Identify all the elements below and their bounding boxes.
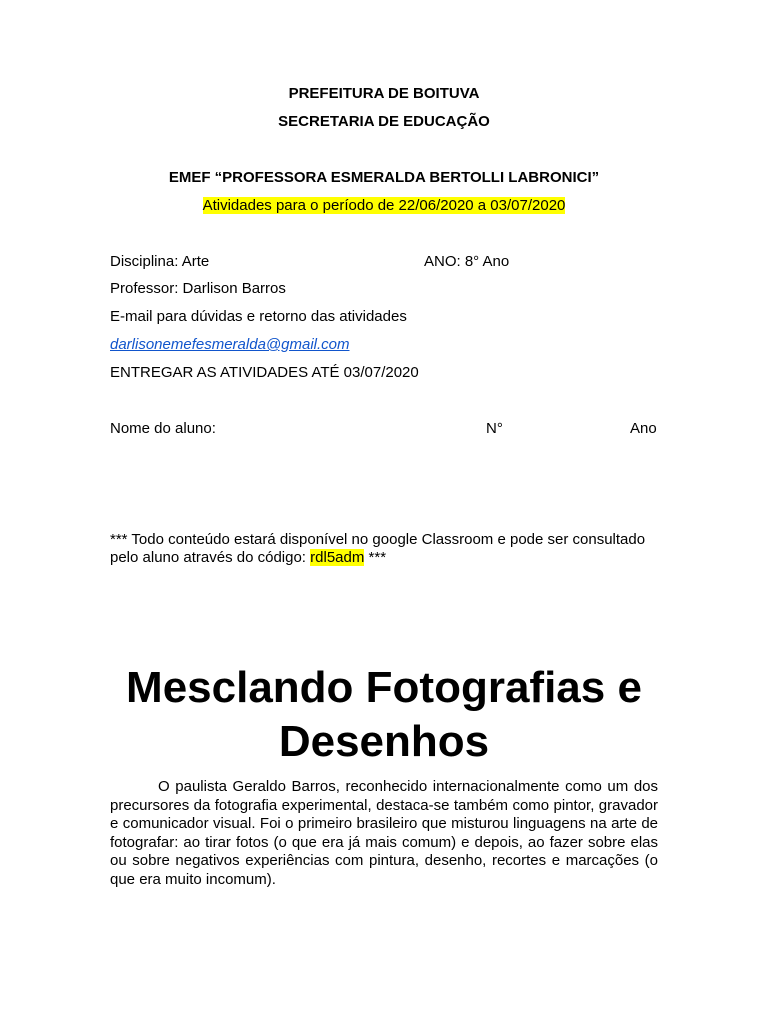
student-number-label: N° bbox=[486, 420, 503, 437]
header-school: EMEF “PROFESSORA ESMERALDA BERTOLLI LABRONICI” bbox=[168, 169, 600, 186]
email-link[interactable]: darlisonemefesmeralda@gmail.com bbox=[110, 336, 350, 353]
classroom-notice bbox=[110, 531, 660, 567]
email-help-label: E-mail para dúvidas e retorno das atividades bbox=[110, 308, 407, 325]
header-secretariat: SECRETARIA DE EDUCAÇÃO bbox=[278, 113, 490, 130]
classroom-code: rdl5adm bbox=[310, 549, 365, 566]
teacher-label: Professor: Darlison Barros bbox=[110, 280, 286, 297]
article-title-line1: Mesclando Fotografias e bbox=[126, 663, 642, 712]
year-label: ANO: 8° Ano bbox=[424, 253, 510, 270]
deadline-label: ENTREGAR AS ATIVIDADES ATÉ 03/07/2020 bbox=[110, 364, 419, 381]
student-name-label: Nome do aluno: bbox=[110, 420, 216, 437]
notice-text-before: *** Todo conteúdo estará disponível no google Classroom e pode ser consultado pelo aluno através do código: bbox=[110, 531, 646, 566]
header-prefecture: PREFEITURA DE BOITUVA bbox=[288, 85, 480, 102]
period-highlight: Atividades para o período de 22/06/2020 a 03/07/2020 bbox=[202, 197, 566, 214]
subject-label: Disciplina: Arte bbox=[110, 253, 210, 270]
notice-text-after: *** bbox=[364, 549, 387, 566]
article-paragraph: O paulista Geraldo Barros, reconhecido internacionalmente como um dos precursores da fotografia experimental, destaca-se também como pintor, gravador e comunicador visual. Foi o primeiro brasileiro que misturou linguagens na arte de fotografar: ao tirar fotos (o que era já mais comum) e depois, ao fazer sobre elas ou sobre negativos experiências com pintura, desenho, recortes e marcações (o que era muito incomum). bbox=[110, 778, 658, 888]
article-title-line2: Desenhos bbox=[278, 717, 490, 766]
student-year-label: Ano bbox=[630, 420, 657, 437]
period-line bbox=[0, 197, 768, 214]
